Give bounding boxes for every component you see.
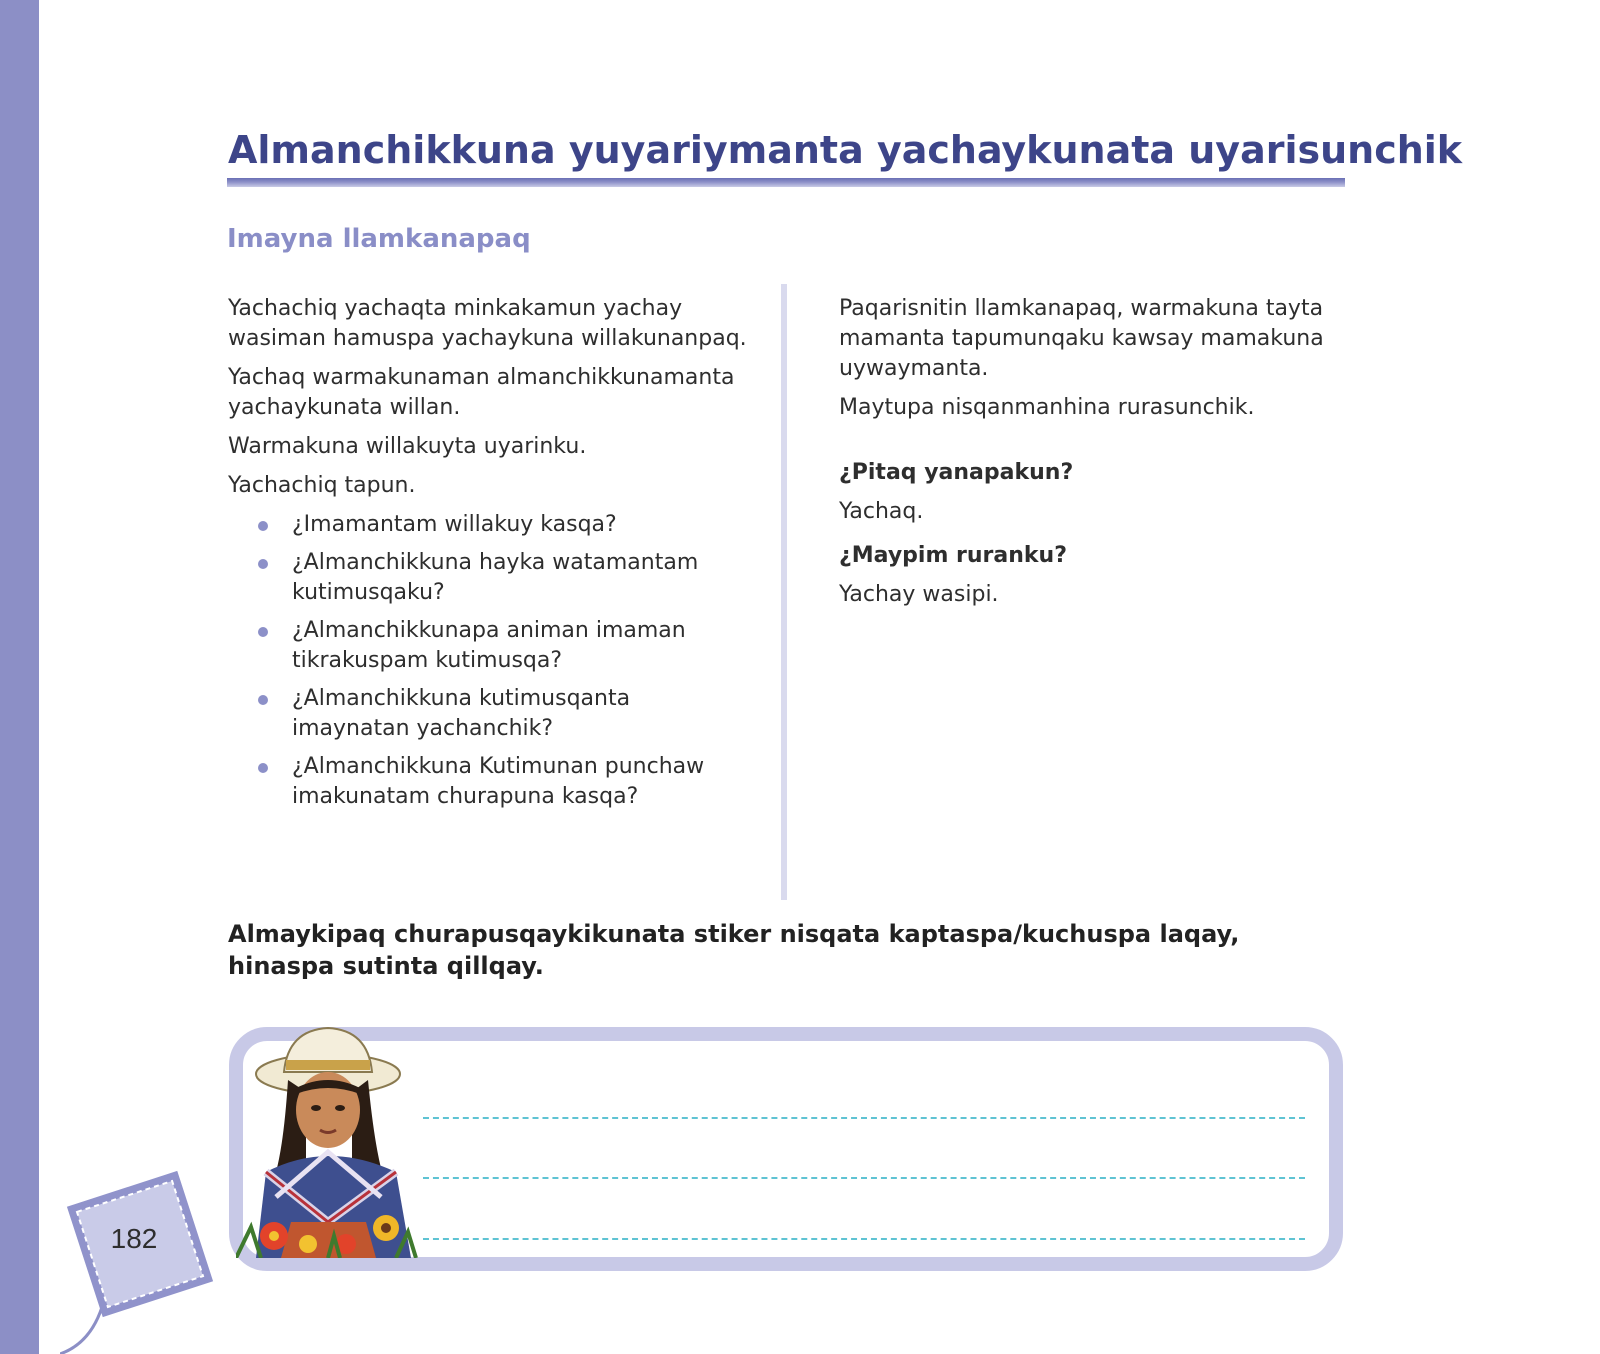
section-subtitle: Imayna llamkanapaq [227, 224, 531, 254]
title-underline [227, 178, 1345, 187]
question-text: ¿Almanchikkuna Kutimunan punchaw imakunatam churapuna kasqa? [292, 754, 705, 809]
paragraph: Paqarisnitin llamkanapaq, warmakuna tayta mamanta tapumunqaku kawsay mamakuna uywaymanta. [839, 296, 1324, 381]
writing-line[interactable] [423, 1177, 1305, 1179]
spacer [839, 432, 1339, 458]
question-heading: ¿Maypim ruranku? [839, 543, 1067, 568]
question-list [228, 510, 748, 812]
bullet-icon [258, 695, 268, 705]
paragraph: Maytupa nisqanmanhina rurasunchik. [839, 395, 1255, 420]
bullet-icon [258, 559, 268, 569]
page-number-tag [60, 1160, 220, 1354]
question-text: ¿Imamantam willakuy kasqa? [292, 512, 617, 537]
question-text: ¿Almanchikkunapa animan imaman tikrakuspam kutimusqa? [292, 618, 686, 673]
question-heading: ¿Pitaq yanapakun? [839, 460, 1074, 485]
list-item [292, 752, 748, 812]
page-title: Almanchikkuna yuyariymanta yachaykunata uyarisunchik [228, 128, 1463, 172]
bullet-icon [258, 763, 268, 773]
page-number: 182 [110, 1223, 158, 1254]
column-divider [781, 284, 787, 900]
right-column [839, 294, 1339, 619]
paragraph: Yachaq warmakunaman almanchikkunamanta yachaykunata willan. [228, 365, 735, 420]
list-item [292, 548, 748, 608]
bullet-icon [258, 627, 268, 637]
paragraph: Yachachiq tapun. [228, 473, 416, 498]
question-text: ¿Almanchikkuna hayka watamantam kutimusqaku? [292, 550, 699, 605]
list-item [292, 510, 748, 540]
girl-illustration [236, 1022, 426, 1258]
question-text: ¿Almanchikkuna kutimusqanta imaynatan yachanchik? [292, 686, 631, 741]
writing-line[interactable] [423, 1238, 1305, 1240]
writing-line[interactable] [423, 1117, 1305, 1119]
instruction-text: Almaykipaq churapusqaykikunata stiker nisqata kaptaspa/kuchuspa laqay, hinaspa sutinta qillqay. [228, 920, 1240, 980]
answer-text: Yachaq. [839, 499, 924, 524]
paragraph: Yachachiq yachaqta minkakamun yachay wasiman hamuspa yachaykuna willakunanpaq. [228, 296, 747, 351]
side-band [0, 0, 39, 1354]
paragraph: Warmakuna willakuyta uyarinku. [228, 434, 587, 459]
bullet-icon [258, 521, 268, 531]
list-item [292, 684, 748, 744]
left-column [228, 294, 748, 820]
answer-text: Yachay wasipi. [839, 582, 999, 607]
list-item [292, 616, 748, 676]
